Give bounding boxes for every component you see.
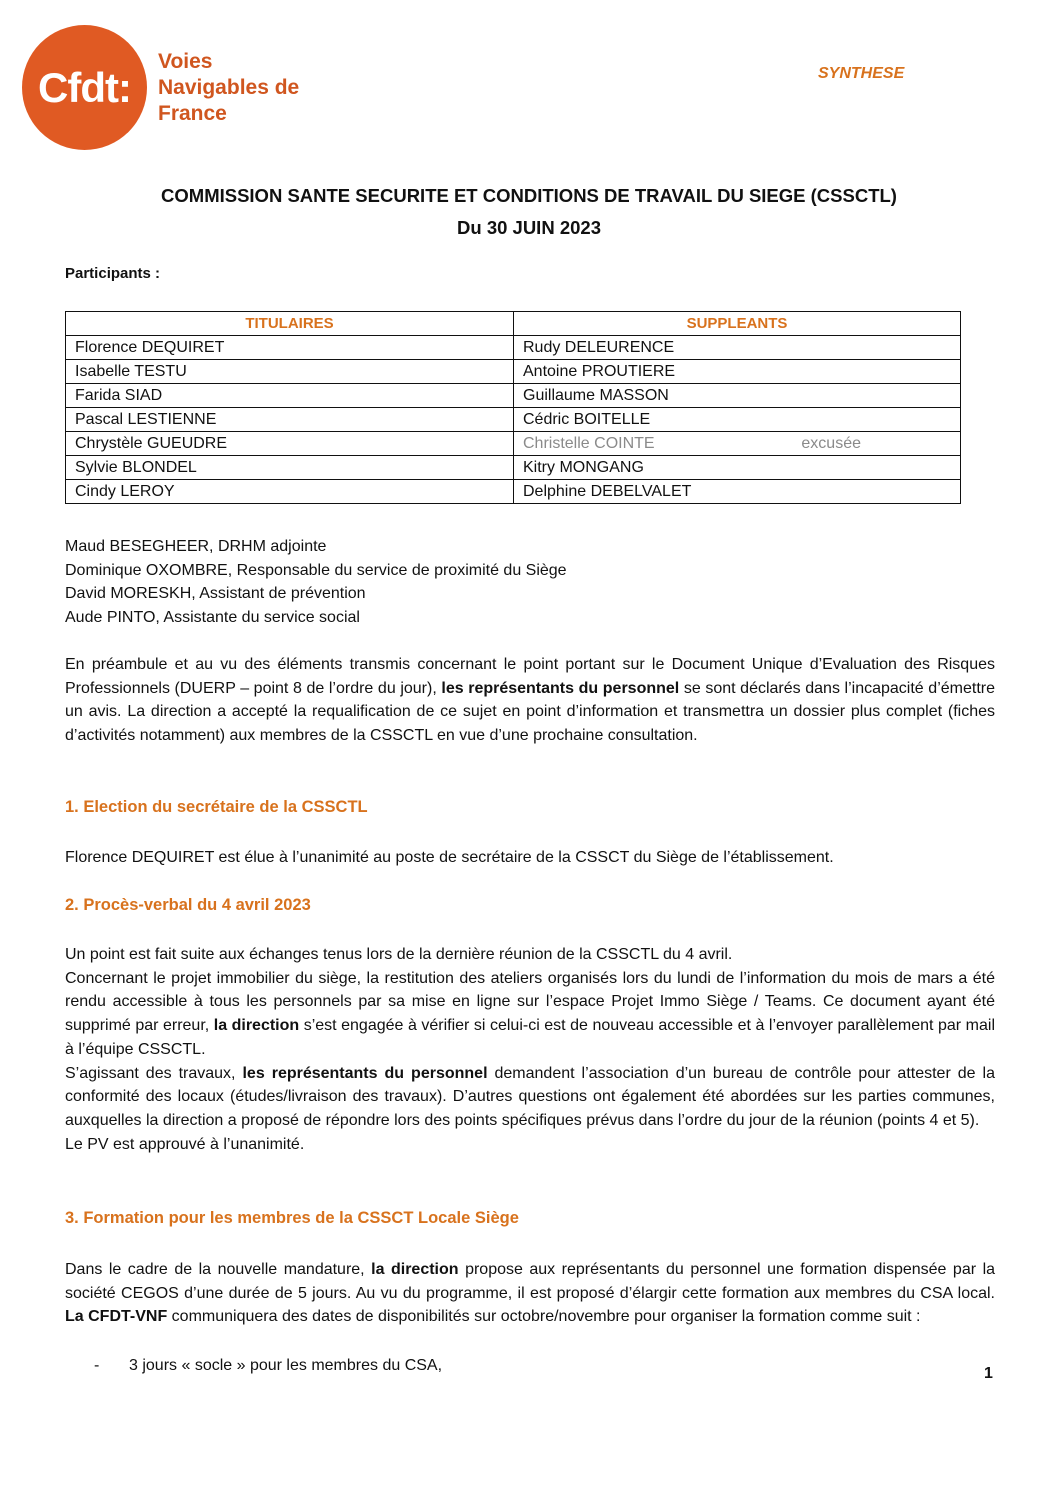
table-row (66, 480, 961, 504)
suppleant-cell: Guillaume MASSON (514, 384, 961, 408)
suppleant-cell: Antoine PROUTIERE (514, 360, 961, 384)
logo-mark: Cfdt: (22, 25, 147, 150)
bold-run: les représentants du personnel (242, 1064, 488, 1082)
bold-run: la direction (371, 1261, 459, 1278)
table-row (66, 360, 961, 384)
page-title (0, 180, 1058, 244)
logo-org-name (158, 49, 299, 127)
participants-table (65, 311, 961, 504)
table-row (66, 336, 961, 360)
table-row (66, 432, 961, 456)
section-2-p4: Le PV est approuvé à l’unanimité. (65, 1135, 305, 1153)
suppleant-cell: Kitry MONGANG (514, 456, 961, 480)
titulaire-cell: Pascal LESTIENNE (66, 408, 514, 432)
text-run: communiquera des dates de disponibilités sur octobre/novembre pour organiser la formation comme suit : (167, 1308, 921, 1326)
titulaire-cell: Chrystèle GUEUDRE (66, 432, 514, 456)
bold-run: la direction (213, 1017, 300, 1035)
attendee-line: Maud BESEGHEER, DRHM adjointe (65, 538, 327, 555)
section-2-p2 (65, 967, 995, 1062)
text-run: s’est engagée à vérifier si celui-ci est de nouveau accessible et à l’envoyer parallèlement par mail à l’équipe CSSCTL. (65, 1017, 995, 1058)
preamble-text: En préambule et au vu des éléments transmis concernant le point portant sur le Document Unique d’Evaluation des Risques Professionnels (DUERP – point 8 de l’ordre du jour), (65, 656, 995, 697)
preamble-text: se sont déclarés dans l’incapacité d’émettre un avis. La direction a accepté la requalification de ce sujet en point d’information et transmettra un dossier plus complet (fiches d’activités notamment) aux membres de la CSSCTL en vue d’une prochaine consultation. (65, 679, 996, 745)
header-suppleants: SUPPLEANTS (514, 312, 961, 336)
table-header-row (66, 312, 961, 336)
text-run: demandent l’association d’un bureau de contrôle pour attester de la conformité des locaux (études/livraison des travaux). D’autres questions ont également été abordées sur les parties communes, auxquelles la direction a proposé de répondre lors des points spécifiques prévus dans l’ordre du jour de la réunion (points 4 et 5). (65, 1064, 995, 1129)
suppleant-cell: Delphine DEBELVALET (514, 480, 961, 504)
suppleant-name: Christelle COINTE (523, 435, 655, 452)
table-row (66, 384, 961, 408)
suppleant-cell: Rudy DELEURENCE (514, 336, 961, 360)
section-1-text: Florence DEQUIRET est élue à l’unanimité au poste de secrétaire de la CSSCT du Siège de l’établissement. (65, 849, 834, 866)
section-heading-2: 2. Procès-verbal du 4 avril 2023 (65, 896, 311, 914)
bullet-dash: - (94, 1357, 100, 1374)
table-row (66, 408, 961, 432)
titulaire-cell: Isabelle TESTU (66, 360, 514, 384)
text-run: Concernant le projet immobilier du siège, la restitution des ateliers organisés lors du lundi de l’information du mois de mars a été rendu accessible à tous les personnels par sa mise en ligne sur l’espace Projet Immo Siège / Teams. Ce document ayant été supprimé par erreur, (65, 969, 995, 1035)
suppleant-cell-excused (514, 432, 961, 456)
titulaire-cell: Farida SIAD (66, 384, 514, 408)
titulaire-cell: Florence DEQUIRET (66, 336, 514, 360)
title-line-1: COMMISSION SANTE SECURITE ET CONDITIONS DE TRAVAIL DU SIEGE (CSSCTL) (161, 185, 897, 206)
bold-run: La CFDT-VNF (65, 1308, 168, 1326)
section-3-body (65, 1258, 995, 1329)
attendee-line: David MORESKH, Assistant de prévention (65, 585, 366, 603)
section-heading-3: 3. Formation pour les membres de la CSSCT Locale Siège (65, 1209, 519, 1227)
preamble-bold: les représentants du personnel (441, 679, 680, 697)
logo-line-3: France (158, 101, 227, 125)
text-run: Dans le cadre de la nouvelle mandature, (65, 1261, 372, 1278)
logo-line-2: Navigables de (158, 75, 300, 99)
section-2-body (65, 943, 995, 1156)
title-date: Du 30 JUIN 2023 (457, 217, 601, 238)
bullet-text: 3 jours « socle » pour les membres du CSA, (129, 1357, 443, 1374)
attendee-line: Aude PINTO, Assistante du service social (65, 609, 360, 627)
titulaire-cell: Sylvie BLONDEL (66, 456, 514, 480)
attendee-line: Dominique OXOMBRE, Responsable du service de proximité du Siège (65, 561, 567, 579)
text-run: propose aux représentants du personnel une formation dispensée par la société CEGOS d’une durée de 5 jours. Au vu du programme, il est proposé d’élargir cette formation aux membres du CSA local. (65, 1261, 996, 1302)
section-heading-1: 1. Election du secrétaire de la CSSCTL (65, 798, 368, 816)
other-attendees (65, 535, 567, 630)
titulaire-cell: Cindy LEROY (66, 480, 514, 504)
doc-type-label: SYNTHESE (818, 65, 905, 82)
excused-status: excusée (801, 435, 861, 452)
page-number: 1 (984, 1365, 993, 1382)
logo-line-1: Voies (158, 49, 213, 73)
bullet-item (94, 1357, 442, 1375)
suppleant-cell: Cédric BOITELLE (514, 408, 961, 432)
section-2-p3 (65, 1062, 995, 1133)
participants-label: Participants : (65, 265, 161, 282)
preamble-paragraph (65, 653, 995, 748)
table-row (66, 456, 961, 480)
header-titulaires: TITULAIRES (66, 312, 514, 336)
cfdt-logo (22, 25, 299, 150)
text-run: S’agissant des travaux, (65, 1064, 243, 1082)
section-2-p1: Un point est fait suite aux échanges tenus lors de la dernière réunion de la CSSCTL du 4 avril. (65, 946, 733, 963)
